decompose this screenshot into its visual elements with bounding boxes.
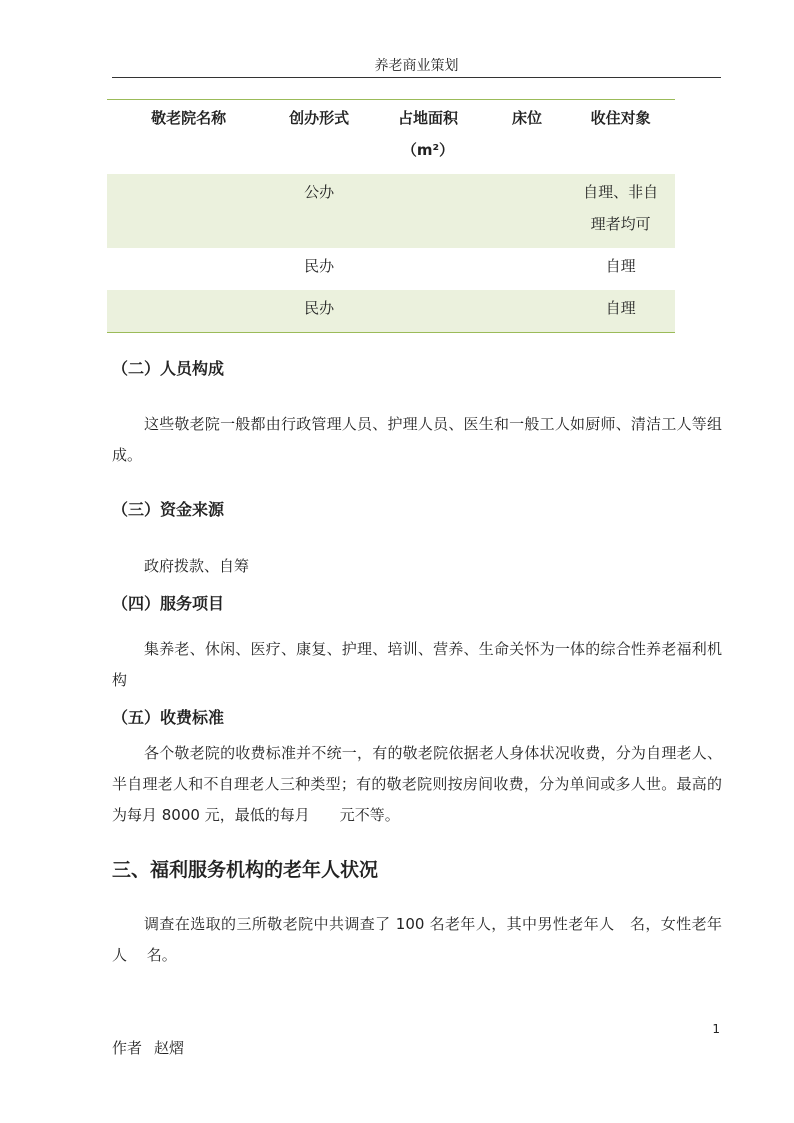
cell-target [566, 174, 675, 248]
section-text-funding: 政府拨款、自筹 [144, 557, 250, 575]
author-label: 作者 [112, 1039, 143, 1057]
page-number: 1 [712, 1022, 720, 1036]
cell-name [107, 248, 270, 290]
page-header [112, 56, 721, 78]
section-heading-funding: （三）资金来源 [112, 500, 225, 519]
cell-area [368, 174, 488, 248]
header-area-unit: （m²） [401, 141, 455, 159]
cell-beds [488, 290, 566, 333]
cell-name [107, 290, 270, 333]
section-text-elderly: 调查在选取的三所敬老院中共调查了 100 名老年人，其中男性老年人 名，女性老年人 名。 [112, 915, 722, 964]
header-beds: 床位 [511, 109, 542, 127]
header-target: 收住对象 [590, 109, 651, 127]
cell-type: 民办 [304, 257, 335, 275]
header-area [368, 100, 488, 175]
cell-name [107, 174, 270, 248]
cell-target-line: 自理、非自 [583, 183, 659, 201]
cell-type: 公办 [270, 174, 368, 248]
section-text-fees: 各个敬老院的收费标准并不统一，有的敬老院依据老人身体状况收费，分为自理老人、 半自理老人和不自理老人三种类型；有的敬老院则按房间收费，分为单间或多人世。最高的为每月 8000 元，最低的每月 元不等。 [112, 744, 722, 824]
cell-area [368, 290, 488, 333]
cell-target: 自理 [566, 290, 675, 333]
cell-type: 民办 [270, 290, 368, 333]
header-title: 养老商业策划 [374, 58, 459, 74]
header-area-label: 占地面积 [397, 109, 458, 127]
section-heading-staff: （二）人员构成 [112, 359, 225, 378]
header-type: 创办形式 [289, 109, 350, 127]
section-heading-fees: （五）收费标准 [112, 708, 225, 727]
section-heading-services: （四）服务项目 [112, 594, 225, 613]
nursing-home-table [107, 99, 675, 333]
cell-target-line: 理者均可 [590, 215, 651, 233]
cell-area [368, 248, 488, 290]
section-text-staff: 这些敬老院一般都由行政管理人员、护理人员、医生和一般工人如厨师、清洁工人等组成。 [112, 415, 722, 464]
table-row [107, 174, 675, 248]
table-row [107, 290, 675, 333]
author-name: 赵熠 [154, 1039, 185, 1057]
chapter-heading-elderly: 三、福利服务机构的老年人状况 [112, 859, 379, 881]
section-text-services: 集养老、休闲、医疗、康复、护理、培训、营养、生命关怀为一体的综合性养老福利机构 [112, 640, 722, 689]
cell-beds [488, 174, 566, 248]
table-header-row [107, 100, 675, 175]
header-name: 敬老院名称 [151, 109, 227, 127]
cell-beds [488, 248, 566, 290]
table-row [107, 248, 675, 290]
cell-target: 自理 [605, 257, 636, 275]
author-line [112, 1037, 196, 1059]
